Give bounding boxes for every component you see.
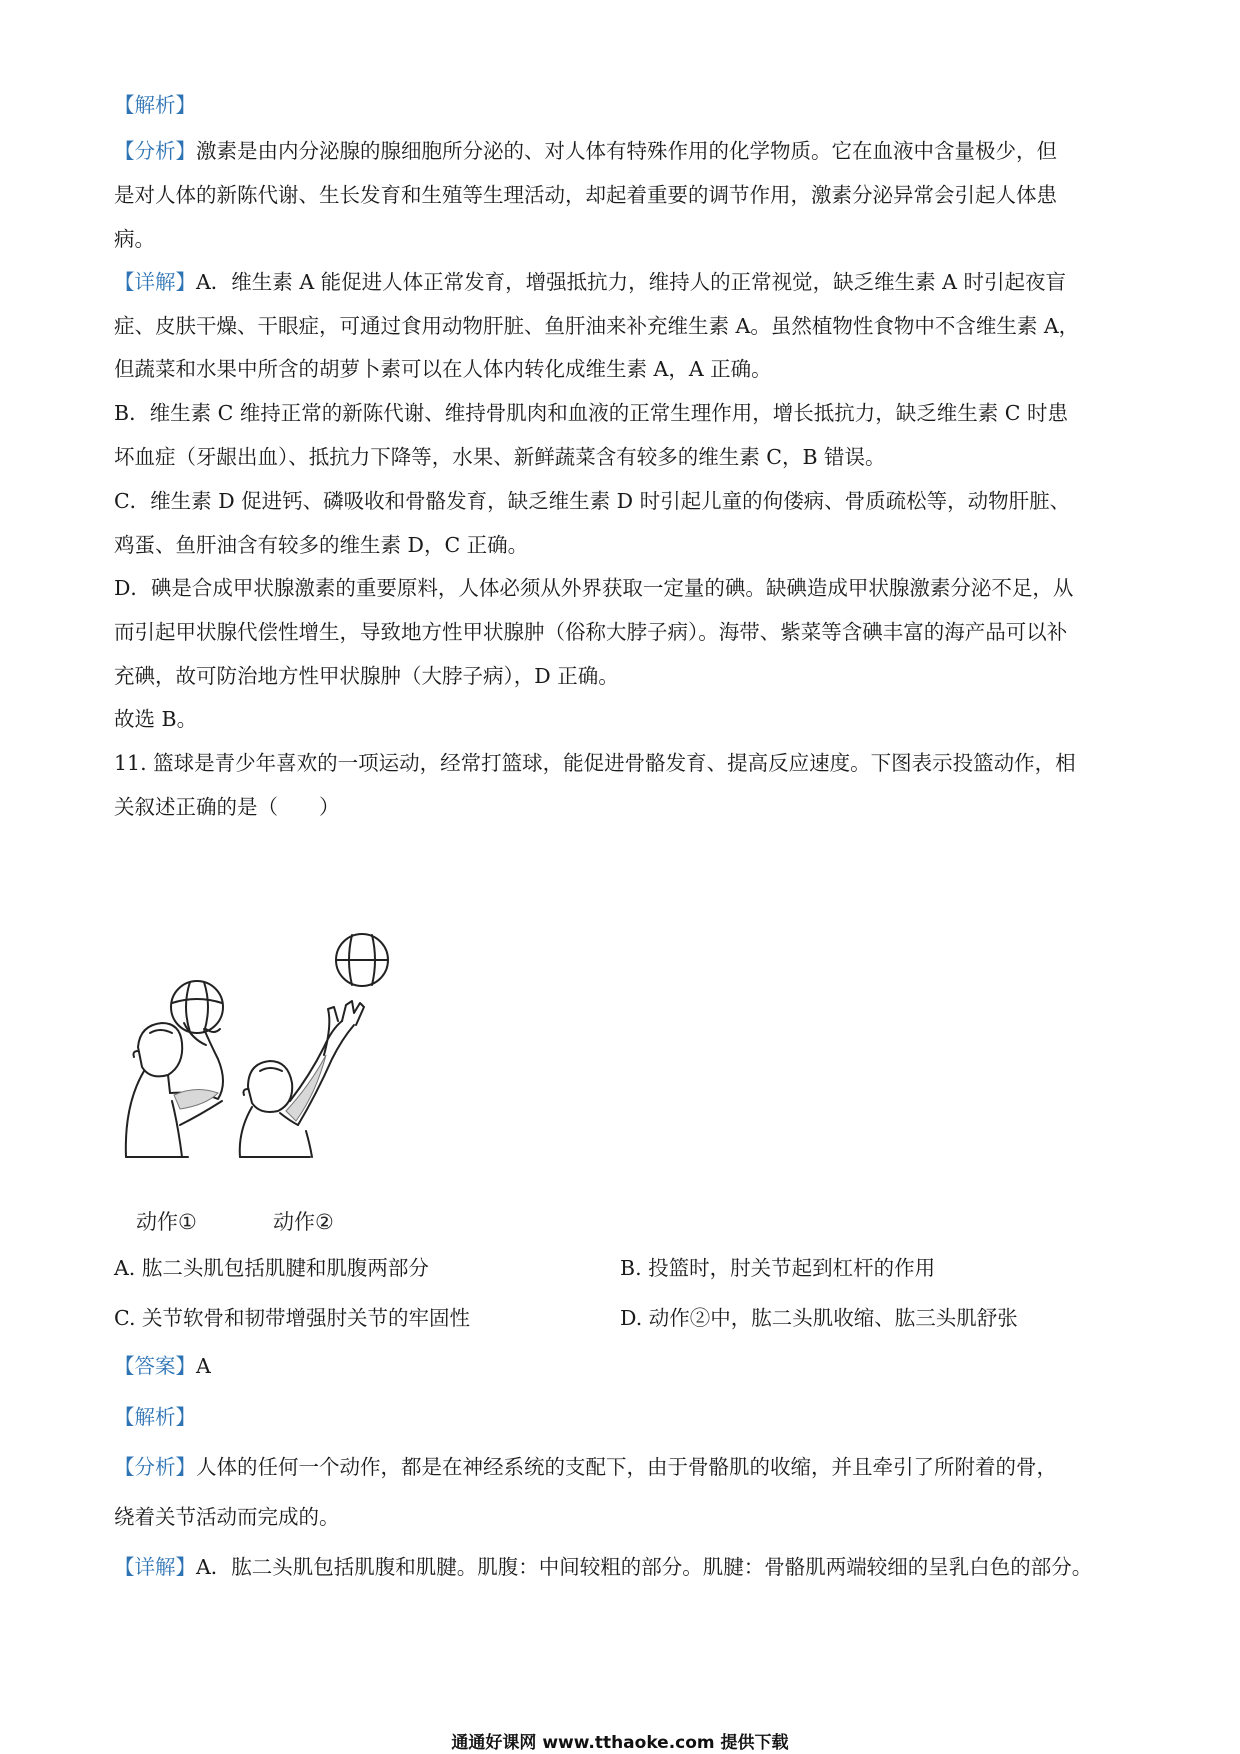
option-b: B. 投篮时，肘关节起到杠杆的作用: [620, 1256, 936, 1280]
option-a: A. 肱二头肌包括肌腱和肌腹两部分: [114, 1256, 429, 1280]
basketball-1-icon: [171, 981, 223, 1033]
basketball-figure: [110, 925, 460, 1175]
fenxi-line-2: 是对人体的新陈代谢、生长发育和生殖等生理活动，却起着重要的调节作用，激素分泌异常会引起人体患: [114, 183, 1057, 207]
basketball-illustration: [110, 925, 460, 1175]
xiangjie-line-a2: 症、皮肤干燥、干眼症，可通过食用动物肝脏、鱼肝油来补充维生素 A。虽然植物性食物中不含维生素 A，: [114, 314, 1080, 338]
xiangjie2-text-1: A．肱二头肌包括肌腹和肌腱。肌腹：中间较粗的部分。肌腱：骨骼肌两端较细的呈乳白色的部分。: [196, 1555, 1093, 1579]
xiangjie-line-b1: B．维生素 C 维持正常的新陈代谢、维持骨肌肉和血液的正常生理作用，增长抵抗力，缺乏维生素 C 时患: [114, 401, 1068, 425]
xiangjie-line-c1: C．维生素 D 促进钙、磷吸收和骨骼发育，缺乏维生素 D 时引起儿童的佝偻病、骨质疏松等，动物肝脏、: [114, 489, 1071, 513]
analysis-tag-2: 【解析】: [114, 1405, 196, 1429]
answer-line: [114, 1352, 1134, 1380]
fenxi-line-1: [114, 137, 1134, 165]
figure-caption-action2: 动作②: [273, 1210, 334, 1234]
xiangjie-tag: 【详解】: [114, 270, 196, 294]
conclusion-line: 故选 B。: [114, 707, 198, 731]
xiangjie-line-d1: D．碘是合成甲状腺激素的重要原料，人体必须从外界获取一定量的碘。缺碘造成甲状腺激素分泌不足，从: [114, 576, 1074, 600]
xiangjie2-line-1: [114, 1553, 1134, 1581]
option-c: C. 关节软骨和韧带增强肘关节的牢固性: [114, 1306, 470, 1330]
option-d: D. 动作②中，肱二头肌收缩、肱三头肌舒张: [620, 1306, 1018, 1330]
page-footer: 通通好课网 www.tthaoke.com 提供下载: [451, 1733, 789, 1753]
xiangjie-line-d2: 而引起甲状腺代偿性增生，导致地方性甲状腺肿（俗称大脖子病）。海带、紫菜等含碘丰富的海产品可以补: [114, 620, 1068, 644]
fenxi2-line-1: [114, 1453, 1134, 1481]
xiangjie-line-d3: 充碘，故可防治地方性甲状腺肿（大脖子病），D 正确。: [114, 664, 619, 688]
figure-caption-action1: 动作①: [136, 1210, 197, 1234]
analysis-heading-2: [114, 1403, 1134, 1431]
question-stem-line-1: 11. 篮球是青少年喜欢的一项运动，经常打篮球，能促进骨骼发育、提高反应速度。下图表示投篮动作，相: [114, 751, 1076, 775]
xiangjie-tag-2: 【详解】: [114, 1555, 196, 1579]
answer-value: A: [196, 1354, 211, 1378]
question-stem-line-2: 关叙述正确的是（ ）: [114, 795, 340, 819]
answer-tag: 【答案】: [114, 1354, 196, 1378]
analysis-heading: [114, 91, 1134, 119]
fenxi-line-3: 病。: [114, 227, 155, 251]
fenxi-tag: 【分析】: [114, 139, 196, 163]
xiangjie-line-c2: 鸡蛋、鱼肝油含有较多的维生素 D，C 正确。: [114, 533, 529, 557]
fenxi-tag-2: 【分析】: [114, 1455, 196, 1479]
fenxi2-line-2: 绕着关节活动而完成的。: [114, 1505, 340, 1529]
analysis-tag: 【解析】: [114, 93, 196, 117]
xiangjie-line-a1: [114, 268, 1134, 296]
fenxi-text-1: 激素是由内分泌腺的腺细胞所分泌的、对人体有特殊作用的化学物质。它在血液中含量极少，但: [196, 139, 1057, 163]
action1-player-icon: [126, 981, 223, 1157]
xiangjie-text-a1: A．维生素 A 能促进人体正常发育，增强抵抗力，维持人的正常视觉，缺乏维生素 A 时引起夜盲: [196, 270, 1066, 294]
xiangjie-line-a3: 但蔬菜和水果中所含的胡萝卜素可以在人体内转化成维生素 A，A 正确。: [114, 357, 772, 381]
xiangjie-line-b2: 坏血症（牙龈出血）、抵抗力下降等，水果、新鲜蔬菜含有较多的维生素 C，B 错误。: [114, 445, 886, 469]
fenxi2-text-1: 人体的任何一个动作，都是在神经系统的支配下，由于骨骼肌的收缩，并且牵引了所附着的骨，: [196, 1455, 1057, 1479]
action2-player-icon: [240, 934, 388, 1157]
